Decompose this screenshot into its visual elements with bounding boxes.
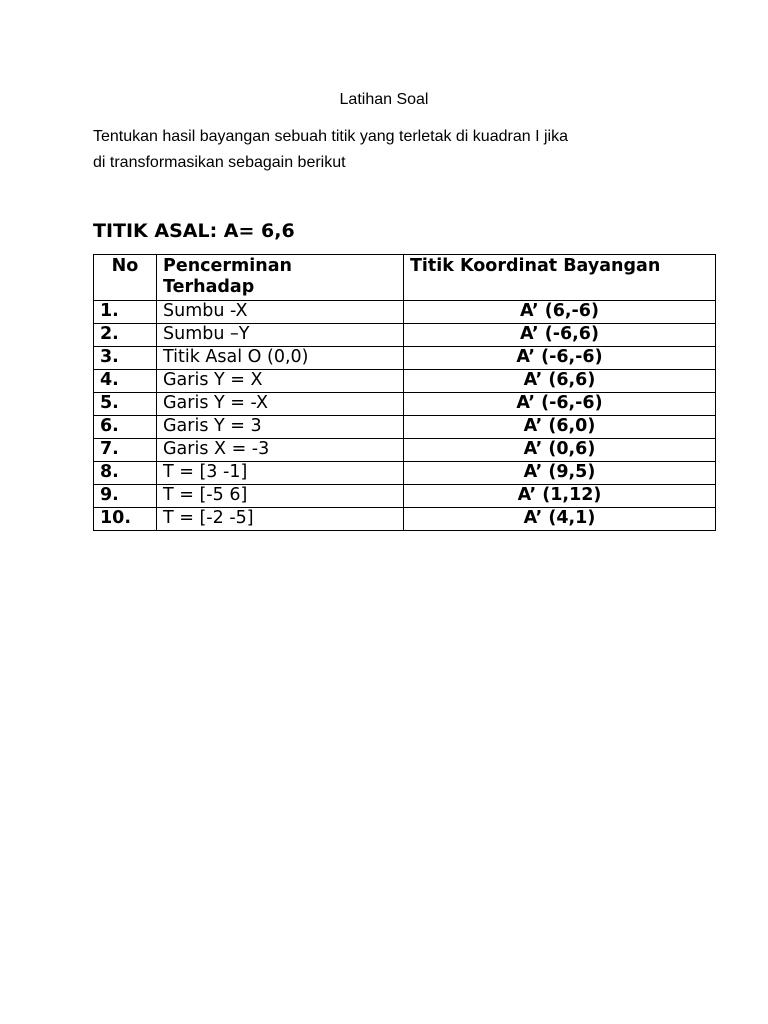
row-reflection: Garis Y = X	[157, 370, 404, 393]
table-row	[94, 301, 716, 324]
row-image-coordinate: A’ (-6,6)	[404, 324, 716, 347]
row-number: 7.	[94, 439, 157, 462]
row-reflection: T = [-2 -5]	[157, 508, 404, 531]
row-number: 8.	[94, 462, 157, 485]
row-image-coordinate: A’ (-6,-6)	[404, 347, 716, 370]
row-reflection: Garis Y = -X	[157, 393, 404, 416]
row-reflection: Sumbu -X	[157, 301, 404, 324]
row-reflection: T = [3 -1]	[157, 462, 404, 485]
row-reflection: T = [-5 6]	[157, 485, 404, 508]
intro-paragraph	[93, 124, 713, 176]
row-image-coordinate: A’ (6,6)	[404, 370, 716, 393]
intro-line: di transformasikan sebagain berikut	[93, 154, 346, 171]
row-number: 9.	[94, 485, 157, 508]
intro-line: Tentukan hasil bayangan sebuah titik yang terletak di kuadran I jika	[93, 128, 568, 145]
row-number: 10.	[94, 508, 157, 531]
table-row	[94, 324, 716, 347]
row-number: 2.	[94, 324, 157, 347]
row-reflection: Garis Y = 3	[157, 416, 404, 439]
row-reflection: Sumbu –Y	[157, 324, 404, 347]
table-row	[94, 393, 716, 416]
table-row	[94, 439, 716, 462]
table-row	[94, 462, 716, 485]
row-number: 3.	[94, 347, 157, 370]
row-image-coordinate: A’ (-6,-6)	[404, 393, 716, 416]
row-number: 4.	[94, 370, 157, 393]
table-header-row	[94, 255, 716, 301]
header-reflection	[157, 255, 404, 301]
page-title: Latihan Soal	[339, 91, 429, 108]
header-reflection-line1: Pencerminan	[163, 256, 292, 276]
table-row	[94, 508, 716, 531]
row-number: 1.	[94, 301, 157, 324]
row-number: 6.	[94, 416, 157, 439]
table-row	[94, 347, 716, 370]
row-image-coordinate: A’ (9,5)	[404, 462, 716, 485]
row-image-coordinate: A’ (6,0)	[404, 416, 716, 439]
header-no: No	[94, 255, 157, 301]
row-image-coordinate: A’ (1,12)	[404, 485, 716, 508]
table-row	[94, 485, 716, 508]
table-row	[94, 370, 716, 393]
row-number: 5.	[94, 393, 157, 416]
row-image-coordinate: A’ (4,1)	[404, 508, 716, 531]
origin-point-heading: TITIK ASAL: A= 6,6	[93, 220, 295, 242]
transformation-table	[93, 254, 716, 531]
table-body	[94, 301, 716, 531]
row-image-coordinate: A’ (6,-6)	[404, 301, 716, 324]
row-reflection: Titik Asal O (0,0)	[157, 347, 404, 370]
row-reflection: Garis X = -3	[157, 439, 404, 462]
table-row	[94, 416, 716, 439]
header-reflection-line2: Terhadap	[163, 277, 255, 297]
header-image-coordinate: Titik Koordinat Bayangan	[404, 255, 716, 301]
row-image-coordinate: A’ (0,6)	[404, 439, 716, 462]
